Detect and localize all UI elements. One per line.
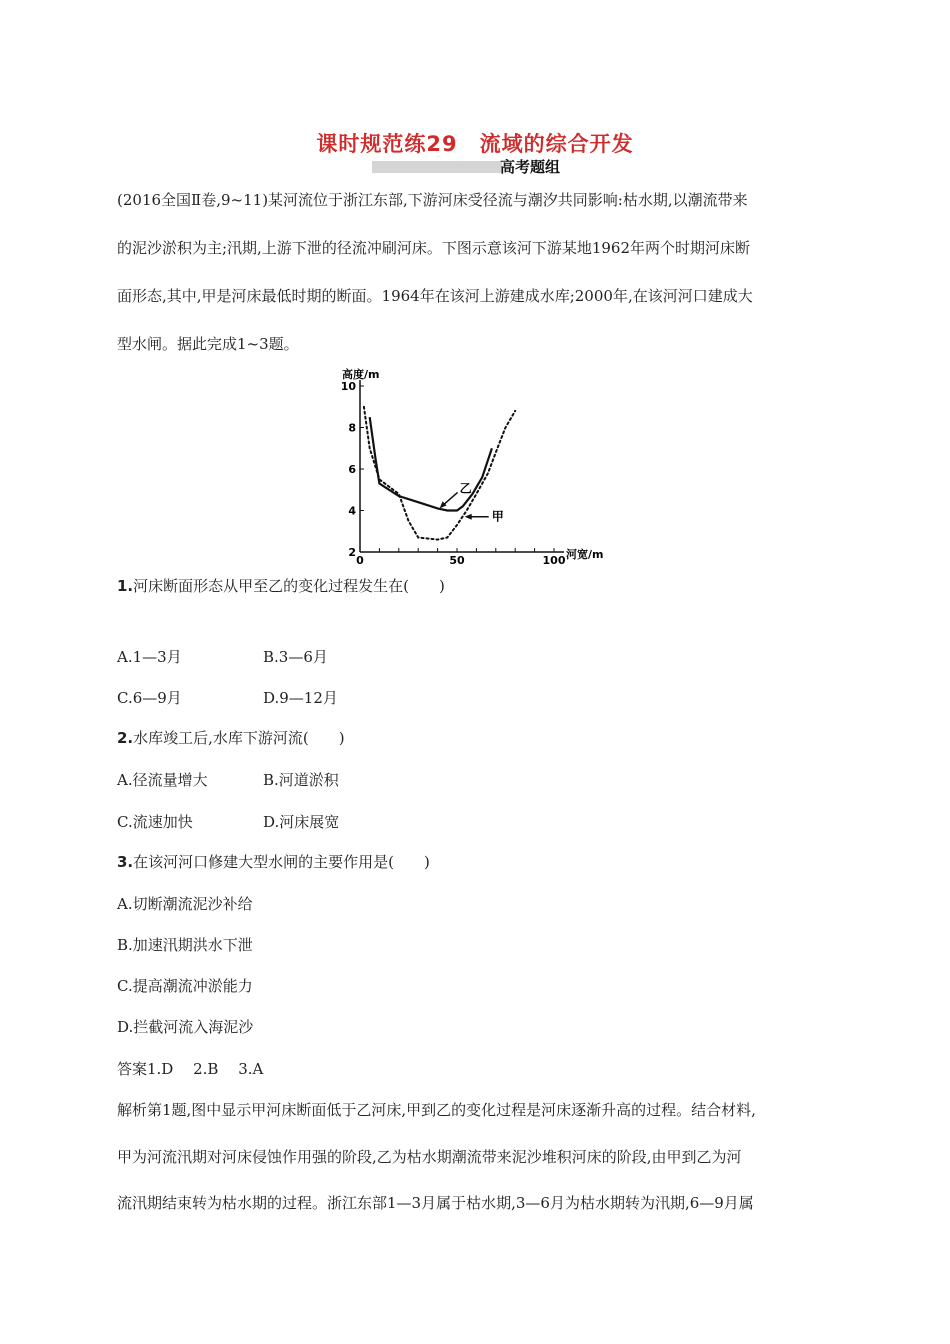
y-axis-label: 高度/m xyxy=(342,368,380,381)
question-number: 1. xyxy=(117,577,134,595)
question-text: 河床断面形态从甲至乙的变化过程发生在( ) xyxy=(133,577,445,595)
analysis-line: 解析第1题,图中显示甲河床断面低于乙河床,甲到乙的变化过程是河床逐渐升高的过程。结合材料, xyxy=(117,1101,756,1119)
question-number: 3. xyxy=(117,853,134,871)
series-label-arrowhead xyxy=(465,514,472,520)
answer-line: 答案1.D 2.B 3.A xyxy=(117,1060,264,1078)
series-label: 甲 xyxy=(491,509,504,524)
y-tick-label: 4 xyxy=(348,504,356,518)
intro-line: 的泥沙淤积为主;汛期,上游下泄的径流冲刷河床。下图示意该河下游某地1962年两个时期河床断 xyxy=(117,239,750,257)
question-2 xyxy=(117,728,847,748)
y-tick-label: 2 xyxy=(348,546,356,559)
intro-line: 面形态,其中,甲是河床最低时期的断面。1964年在该河上游建成水库;2000年,在该河河口建成大 xyxy=(117,287,753,305)
option-3a: A.切断潮流泥沙补给 xyxy=(117,895,253,913)
option-3b: B.加速汛期洪水下泄 xyxy=(117,936,253,954)
series-line-乙 xyxy=(370,417,492,510)
option-1a: A.1—3月 xyxy=(117,648,182,666)
option-1c: C.6—9月 xyxy=(117,689,182,707)
riverbed-section-chart xyxy=(322,362,622,572)
x-axis-label: 河宽/m xyxy=(566,548,604,561)
option-1d: D.9—12月 xyxy=(263,689,338,707)
x-tick-label: 100 xyxy=(542,554,566,567)
option-3c: C.提高潮流冲淤能力 xyxy=(117,977,253,995)
intro-line: (2016全国Ⅱ卷,9~11)某河流位于浙江东部,下游河床受径流与潮汐共同影响:枯水期,以潮流带来 xyxy=(117,191,748,209)
option-2c: C.流速加快 xyxy=(117,813,193,831)
page-title: 课时规范练29 流域的综合开发 xyxy=(316,132,634,156)
group-label: 高考题组 xyxy=(500,158,561,176)
x-tick-label: 0 xyxy=(356,554,364,567)
y-tick-label: 10 xyxy=(340,380,356,393)
question-1 xyxy=(117,576,847,596)
series-label: 乙 xyxy=(459,481,472,496)
x-tick-label: 50 xyxy=(449,554,465,567)
question-number: 2. xyxy=(117,729,134,747)
group-label-bar xyxy=(372,161,502,173)
intro-line: 型水闸。据此完成1~3题。 xyxy=(117,335,299,353)
option-3d: D.拦截河流入海泥沙 xyxy=(117,1018,254,1036)
question-text: 水库竣工后,水库下游河流( ) xyxy=(133,729,345,747)
option-2a: A.径流量增大 xyxy=(117,771,208,789)
option-1b: B.3—6月 xyxy=(263,648,328,666)
analysis-line: 流汛期结束转为枯水期的过程。浙江东部1—3月属于枯水期,3—6月为枯水期转为汛期,6—9月属 xyxy=(117,1194,754,1212)
question-3 xyxy=(117,852,847,872)
analysis-line: 甲为河流汛期对河床侵蚀作用强的阶段,乙为枯水期潮流带来泥沙堆积河床的阶段,由甲到乙为河 xyxy=(117,1148,742,1166)
y-tick-label: 8 xyxy=(348,421,356,435)
option-2d: D.河床展宽 xyxy=(263,813,340,831)
y-tick-label: 6 xyxy=(348,463,356,476)
option-2b: B.河道淤积 xyxy=(263,771,339,789)
question-text: 在该河河口修建大型水闸的主要作用是( ) xyxy=(133,853,430,871)
